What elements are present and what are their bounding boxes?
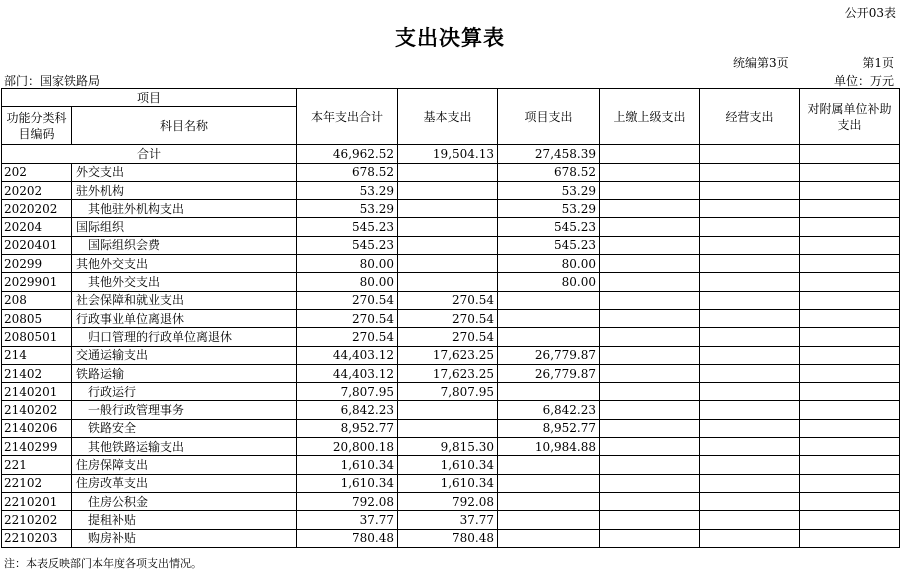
row-value bbox=[700, 181, 800, 199]
row-value: 7,807.95 bbox=[297, 383, 398, 401]
row-value bbox=[700, 364, 800, 382]
row-code: 2140201 bbox=[2, 383, 72, 401]
row-code: 20202 bbox=[2, 181, 72, 199]
row-name: 铁路安全 bbox=[72, 419, 297, 437]
row-code: 20204 bbox=[2, 218, 72, 236]
row-value: 44,403.12 bbox=[297, 346, 398, 364]
row-value: 6,842.23 bbox=[297, 401, 398, 419]
row-value bbox=[700, 273, 800, 291]
row-value: 545.23 bbox=[297, 236, 398, 254]
row-value: 17,623.25 bbox=[398, 346, 498, 364]
table-row bbox=[2, 438, 900, 456]
header-code: 功能分类科目编码 bbox=[2, 107, 72, 145]
table-row bbox=[2, 309, 900, 327]
row-value: 26,779.87 bbox=[498, 364, 600, 382]
row-value: 37.77 bbox=[398, 511, 498, 529]
row-value: 792.08 bbox=[398, 492, 498, 510]
row-value bbox=[398, 181, 498, 199]
row-value bbox=[498, 529, 600, 547]
row-value bbox=[700, 200, 800, 218]
row-value bbox=[600, 309, 700, 327]
row-value bbox=[800, 383, 900, 401]
row-value bbox=[800, 218, 900, 236]
row-value bbox=[398, 401, 498, 419]
row-value: 53.29 bbox=[297, 200, 398, 218]
row-code: 2140299 bbox=[2, 438, 72, 456]
total-cell bbox=[700, 145, 800, 163]
row-value bbox=[398, 273, 498, 291]
header-project-expenditure: 项目支出 bbox=[498, 89, 600, 145]
row-value bbox=[498, 383, 600, 401]
row-value: 678.52 bbox=[498, 163, 600, 181]
row-name: 其他驻外机构支出 bbox=[72, 200, 297, 218]
row-code: 2029901 bbox=[2, 273, 72, 291]
row-value bbox=[498, 492, 600, 510]
row-value bbox=[600, 163, 700, 181]
row-value: 678.52 bbox=[297, 163, 398, 181]
table-row bbox=[2, 291, 900, 309]
row-value bbox=[700, 456, 800, 474]
row-value bbox=[800, 511, 900, 529]
row-code: 2080501 bbox=[2, 328, 72, 346]
table-row bbox=[2, 529, 900, 547]
row-value bbox=[800, 474, 900, 492]
row-name: 铁路运输 bbox=[72, 364, 297, 382]
row-code: 202 bbox=[2, 163, 72, 181]
table-row bbox=[2, 273, 900, 291]
header-subsidiary-subsidy: 对附属单位补助支出 bbox=[800, 89, 900, 145]
table-row bbox=[2, 218, 900, 236]
row-value: 80.00 bbox=[498, 273, 600, 291]
row-value bbox=[600, 401, 700, 419]
row-name: 一般行政管理事务 bbox=[72, 401, 297, 419]
serial-number: 统编第3页 bbox=[733, 56, 789, 70]
row-value bbox=[700, 401, 800, 419]
row-value bbox=[398, 218, 498, 236]
row-code: 22102 bbox=[2, 474, 72, 492]
row-value bbox=[600, 346, 700, 364]
row-value bbox=[700, 529, 800, 547]
table-row bbox=[2, 364, 900, 382]
header-operating-expenditure: 经营支出 bbox=[700, 89, 800, 145]
row-name: 交通运输支出 bbox=[72, 346, 297, 364]
row-name: 住房改革支出 bbox=[72, 474, 297, 492]
row-value bbox=[800, 346, 900, 364]
row-name: 行政事业单位离退休 bbox=[72, 309, 297, 327]
footnote: 注：本表反映部门本年度各项支出情况。 bbox=[4, 557, 202, 570]
row-value bbox=[700, 291, 800, 309]
row-value bbox=[600, 419, 700, 437]
table-row bbox=[2, 383, 900, 401]
row-value bbox=[600, 236, 700, 254]
row-value bbox=[700, 255, 800, 273]
row-value: 780.48 bbox=[297, 529, 398, 547]
header-name: 科目名称 bbox=[72, 107, 297, 145]
row-code: 21402 bbox=[2, 364, 72, 382]
row-value bbox=[800, 255, 900, 273]
row-code: 214 bbox=[2, 346, 72, 364]
row-value: 1,610.34 bbox=[398, 474, 498, 492]
row-name: 其他外交支出 bbox=[72, 255, 297, 273]
table-row bbox=[2, 346, 900, 364]
row-name: 其他铁路运输支出 bbox=[72, 438, 297, 456]
row-value bbox=[800, 328, 900, 346]
row-value bbox=[800, 529, 900, 547]
row-name: 外交支出 bbox=[72, 163, 297, 181]
form-code: 公开03表 bbox=[844, 6, 896, 20]
row-value bbox=[600, 291, 700, 309]
row-value: 780.48 bbox=[398, 529, 498, 547]
row-value: 6,842.23 bbox=[498, 401, 600, 419]
total-cell: 19,504.13 bbox=[398, 145, 498, 163]
row-value bbox=[398, 200, 498, 218]
total-cell: 46,962.52 bbox=[297, 145, 398, 163]
row-value bbox=[398, 255, 498, 273]
row-value: 270.54 bbox=[398, 309, 498, 327]
row-value bbox=[498, 328, 600, 346]
row-value bbox=[600, 474, 700, 492]
row-value: 8,952.77 bbox=[297, 419, 398, 437]
row-value bbox=[800, 401, 900, 419]
table-row bbox=[2, 401, 900, 419]
table-row bbox=[2, 236, 900, 254]
row-code: 2210203 bbox=[2, 529, 72, 547]
total-label: 合计 bbox=[2, 145, 297, 163]
row-code: 20299 bbox=[2, 255, 72, 273]
row-value bbox=[398, 163, 498, 181]
row-value: 1,610.34 bbox=[398, 456, 498, 474]
row-value: 53.29 bbox=[498, 200, 600, 218]
row-value bbox=[600, 218, 700, 236]
total-cell bbox=[600, 145, 700, 163]
row-value bbox=[800, 163, 900, 181]
row-value bbox=[800, 492, 900, 510]
row-value bbox=[700, 163, 800, 181]
row-value bbox=[600, 273, 700, 291]
row-code: 221 bbox=[2, 456, 72, 474]
department-label: 部门：国家铁路局 bbox=[4, 74, 101, 88]
row-value: 53.29 bbox=[498, 181, 600, 199]
row-value bbox=[398, 419, 498, 437]
unit-label: 单位：万元 bbox=[833, 74, 894, 88]
row-value bbox=[700, 328, 800, 346]
row-value: 37.77 bbox=[297, 511, 398, 529]
row-value: 270.54 bbox=[398, 328, 498, 346]
row-value bbox=[600, 456, 700, 474]
row-value bbox=[700, 309, 800, 327]
row-value bbox=[398, 236, 498, 254]
row-value: 17,623.25 bbox=[398, 364, 498, 382]
row-value bbox=[800, 309, 900, 327]
row-value bbox=[700, 438, 800, 456]
row-value bbox=[700, 419, 800, 437]
row-value bbox=[800, 200, 900, 218]
row-value: 26,779.87 bbox=[498, 346, 600, 364]
row-value: 7,807.95 bbox=[398, 383, 498, 401]
row-value bbox=[600, 364, 700, 382]
row-value bbox=[800, 419, 900, 437]
row-value bbox=[600, 511, 700, 529]
row-value bbox=[700, 511, 800, 529]
row-value bbox=[600, 529, 700, 547]
table-row bbox=[2, 328, 900, 346]
row-code: 20805 bbox=[2, 309, 72, 327]
row-value: 8,952.77 bbox=[498, 419, 600, 437]
row-value: 80.00 bbox=[498, 255, 600, 273]
row-value: 80.00 bbox=[297, 273, 398, 291]
row-value: 270.54 bbox=[297, 328, 398, 346]
row-name: 国际组织 bbox=[72, 218, 297, 236]
row-value: 1,610.34 bbox=[297, 474, 398, 492]
row-value bbox=[600, 328, 700, 346]
header-basic-expenditure: 基本支出 bbox=[398, 89, 498, 145]
row-value bbox=[700, 383, 800, 401]
page-number: 第1页 bbox=[862, 56, 894, 70]
row-value: 80.00 bbox=[297, 255, 398, 273]
row-value: 545.23 bbox=[498, 236, 600, 254]
header-remit-superior: 上缴上级支出 bbox=[600, 89, 700, 145]
row-value bbox=[800, 364, 900, 382]
row-value bbox=[600, 200, 700, 218]
row-value: 20,800.18 bbox=[297, 438, 398, 456]
table-row bbox=[2, 492, 900, 510]
total-cell: 27,458.39 bbox=[498, 145, 600, 163]
row-value bbox=[700, 218, 800, 236]
row-value: 545.23 bbox=[498, 218, 600, 236]
row-value bbox=[800, 456, 900, 474]
table-row bbox=[2, 163, 900, 181]
row-name: 驻外机构 bbox=[72, 181, 297, 199]
row-code: 2210201 bbox=[2, 492, 72, 510]
row-value: 9,815.30 bbox=[398, 438, 498, 456]
row-value: 792.08 bbox=[297, 492, 398, 510]
row-value: 10,984.88 bbox=[498, 438, 600, 456]
row-value: 53.29 bbox=[297, 181, 398, 199]
header-project: 项目 bbox=[2, 89, 297, 107]
row-name: 购房补贴 bbox=[72, 529, 297, 547]
row-code: 2210202 bbox=[2, 511, 72, 529]
table-row bbox=[2, 181, 900, 199]
row-name: 提租补贴 bbox=[72, 511, 297, 529]
row-value bbox=[600, 492, 700, 510]
row-name: 住房公积金 bbox=[72, 492, 297, 510]
expenditure-table bbox=[1, 88, 900, 548]
row-value bbox=[600, 255, 700, 273]
row-name: 国际组织会费 bbox=[72, 236, 297, 254]
row-code: 2140202 bbox=[2, 401, 72, 419]
row-code: 2140206 bbox=[2, 419, 72, 437]
row-value: 545.23 bbox=[297, 218, 398, 236]
row-value bbox=[800, 438, 900, 456]
table-row bbox=[2, 419, 900, 437]
row-name: 归口管理的行政单位离退休 bbox=[72, 328, 297, 346]
row-value bbox=[800, 236, 900, 254]
row-code: 208 bbox=[2, 291, 72, 309]
row-code: 2020401 bbox=[2, 236, 72, 254]
row-value bbox=[498, 511, 600, 529]
row-code: 2020202 bbox=[2, 200, 72, 218]
row-value bbox=[800, 291, 900, 309]
row-value bbox=[700, 492, 800, 510]
row-value bbox=[700, 236, 800, 254]
total-cell bbox=[800, 145, 900, 163]
row-value bbox=[800, 273, 900, 291]
row-name: 其他外交支出 bbox=[72, 273, 297, 291]
row-value: 1,610.34 bbox=[297, 456, 398, 474]
row-value: 270.54 bbox=[297, 291, 398, 309]
row-value bbox=[600, 181, 700, 199]
row-value bbox=[498, 291, 600, 309]
row-value bbox=[700, 346, 800, 364]
row-value: 270.54 bbox=[398, 291, 498, 309]
row-value bbox=[600, 438, 700, 456]
header-total-expenditure: 本年支出合计 bbox=[297, 89, 398, 145]
table-row bbox=[2, 474, 900, 492]
row-name: 住房保障支出 bbox=[72, 456, 297, 474]
row-value bbox=[800, 181, 900, 199]
row-value: 44,403.12 bbox=[297, 364, 398, 382]
row-name: 社会保障和就业支出 bbox=[72, 291, 297, 309]
total-row bbox=[2, 145, 900, 163]
row-name: 行政运行 bbox=[72, 383, 297, 401]
row-value bbox=[498, 474, 600, 492]
table-row bbox=[2, 200, 900, 218]
page-title: 支出决算表 bbox=[395, 25, 505, 50]
row-value: 270.54 bbox=[297, 309, 398, 327]
table-row bbox=[2, 511, 900, 529]
row-value bbox=[600, 383, 700, 401]
table-row bbox=[2, 456, 900, 474]
row-value bbox=[700, 474, 800, 492]
table-row bbox=[2, 255, 900, 273]
row-value bbox=[498, 309, 600, 327]
row-value bbox=[498, 456, 600, 474]
